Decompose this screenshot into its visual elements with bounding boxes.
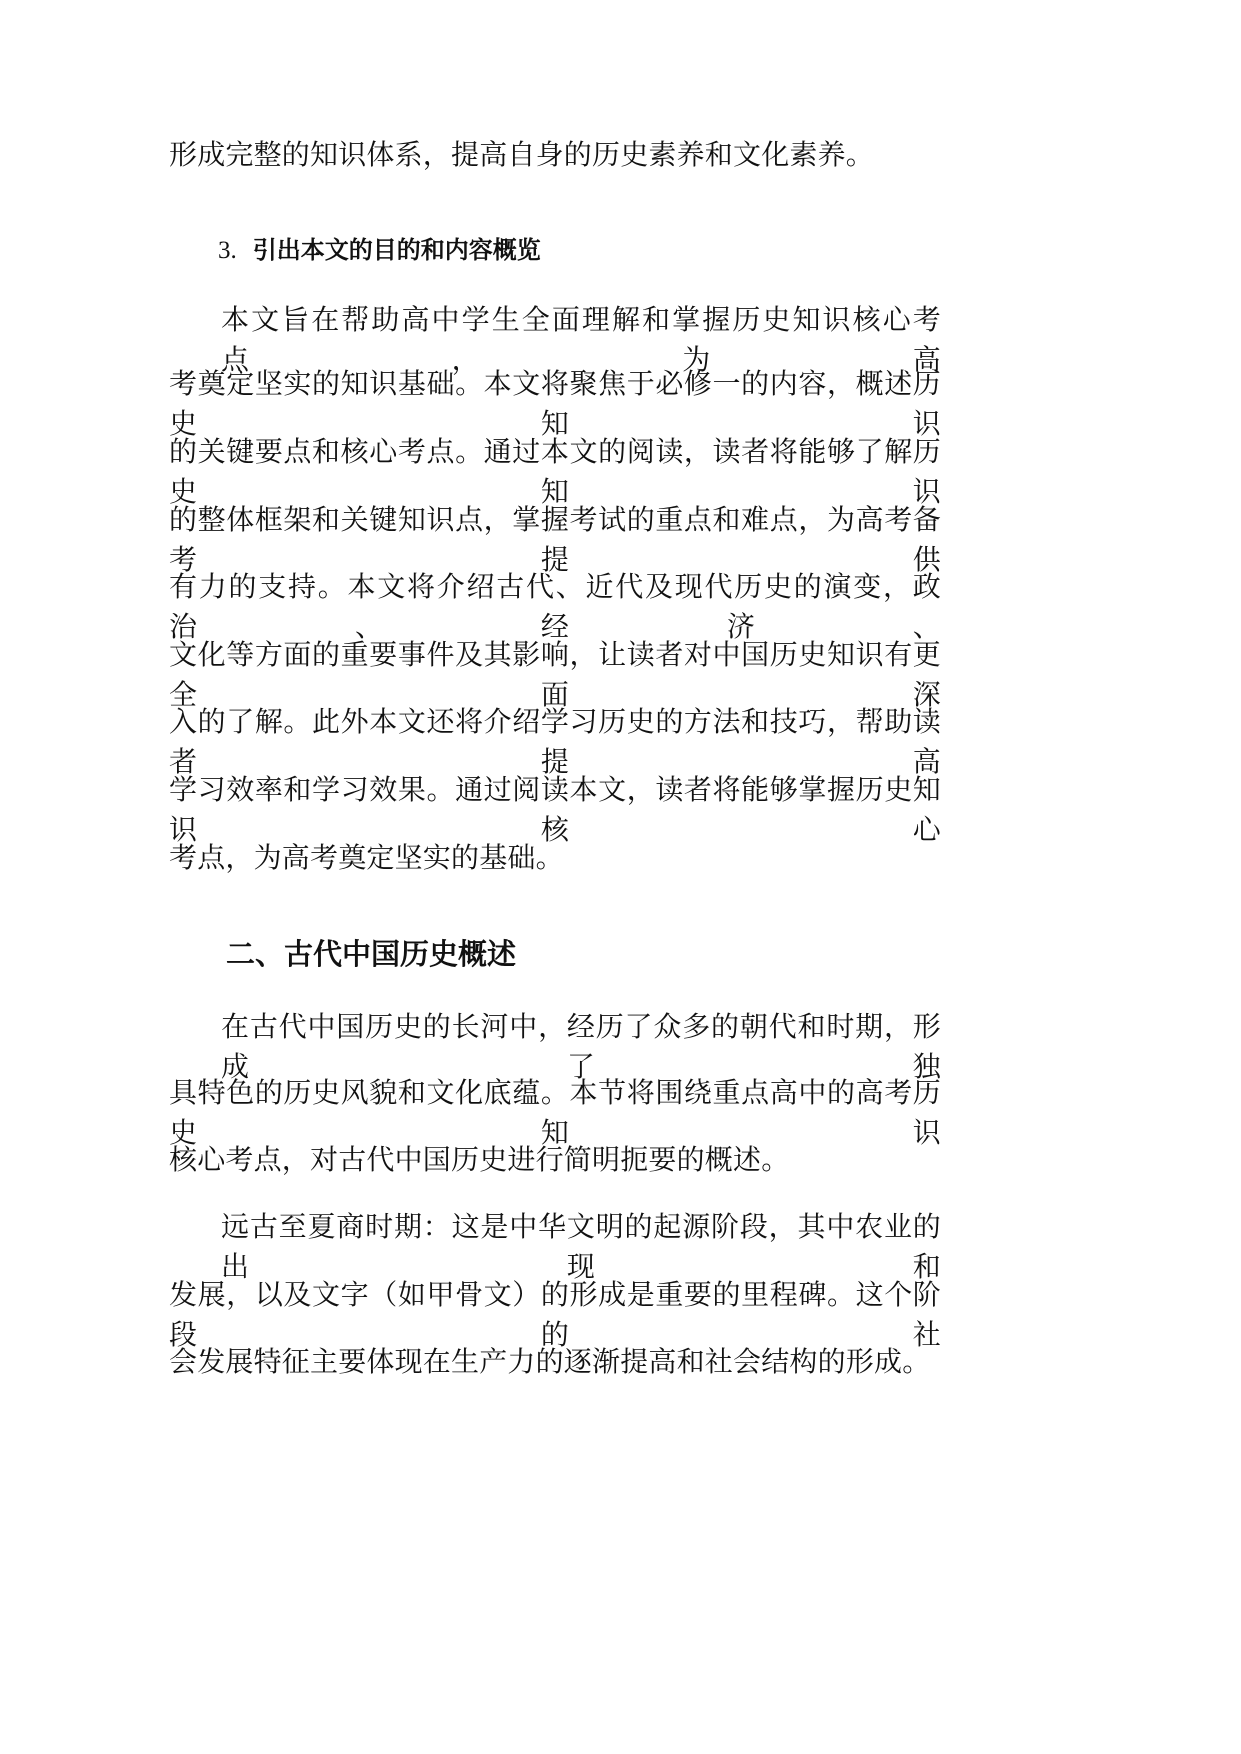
- paragraph-line: 有力的支持。本文将介绍古代、近代及现代历史的演变，政治、经济、: [169, 570, 941, 643]
- subheading: [218, 232, 541, 269]
- paragraph-line: 考点，为高考奠定坚实的基础。: [169, 841, 564, 874]
- paragraph-line: 文化等方面的重要事件及其影响，让读者对中国历史知识有更全面深: [169, 638, 941, 711]
- paragraph-line: 具特色的历史风貌和文化底蕴。本节将围绕重点高中的高考历史知识: [169, 1076, 941, 1149]
- paragraph-line: 远古至夏商时期：这是中华文明的起源阶段，其中农业的出现和: [221, 1210, 941, 1283]
- paragraph-line: 考奠定坚实的知识基础。本文将聚焦于必修一的内容，概述历史知识: [169, 367, 941, 440]
- section-heading: 二、古代中国历史概述: [226, 937, 517, 971]
- subheading-number: 3.: [218, 237, 237, 264]
- paragraph-line: 入的了解。此外本文还将介绍学习历史的方法和技巧，帮助读者提高: [169, 705, 941, 778]
- paragraph-line: 学习效率和学习效果。通过阅读本文，读者将能够掌握历史知识核心: [169, 773, 941, 846]
- paragraph-line: 本文旨在帮助高中学生全面理解和掌握历史知识核心考点，为高: [221, 303, 941, 376]
- paragraph-line: 在古代中国历史的长河中，经历了众多的朝代和时期，形成了独: [221, 1010, 941, 1083]
- paragraph-line: 的关键要点和核心考点。通过本文的阅读，读者将能够了解历史知识: [169, 435, 941, 508]
- paragraph-line: 会发展特征主要体现在生产力的逐渐提高和社会结构的形成。: [169, 1345, 931, 1378]
- paragraph-line: 的整体框架和关键知识点，掌握考试的重点和难点，为高考备考提供: [169, 503, 941, 576]
- paragraph-line: 核心考点，对古代中国历史进行简明扼要的概述。: [169, 1143, 790, 1176]
- paragraph-line: 发展，以及文字（如甲骨文）的形成是重要的里程碑。这个阶段的社: [169, 1278, 941, 1351]
- subheading-text: 引出本文的目的和内容概览: [252, 236, 541, 264]
- paragraph-line: 形成完整的知识体系，提高自身的历史素养和文化素养。: [169, 138, 875, 171]
